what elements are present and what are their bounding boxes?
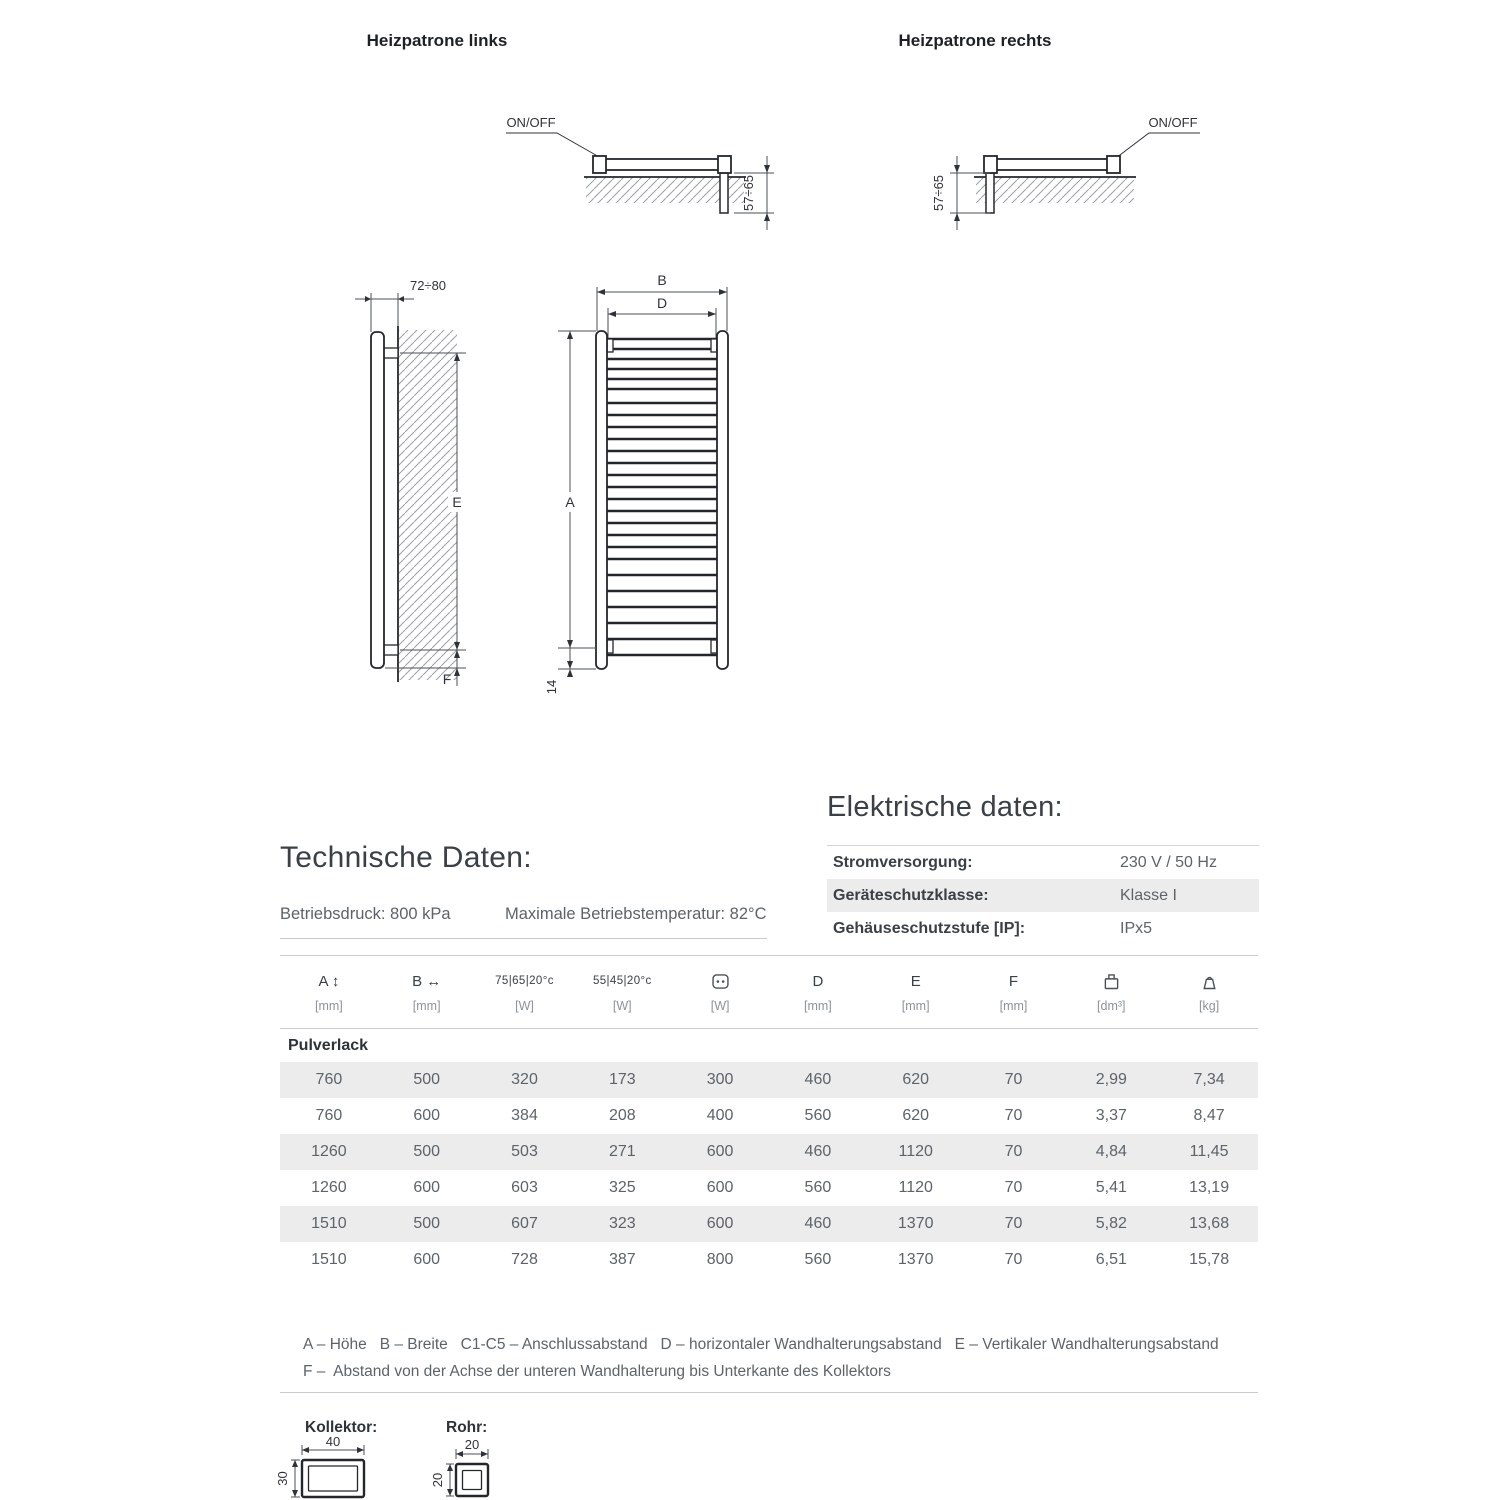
cell: 384 xyxy=(511,1107,538,1124)
vertical-bracket-dimension: E xyxy=(452,494,462,510)
water-volume-icon xyxy=(1101,970,1122,992)
cell: 500 xyxy=(413,1071,441,1088)
col-header-weight: [kg] xyxy=(1160,956,1258,1028)
cell: 560 xyxy=(804,1251,832,1268)
cell: 728 xyxy=(511,1251,538,1268)
cell: 800 xyxy=(706,1251,734,1268)
rohr-height-dimension: 20 xyxy=(430,1472,445,1488)
cell: 600 xyxy=(413,1251,441,1268)
electrical-label: Gehäuseschutzstufe [IP]: xyxy=(833,919,1026,937)
cell: 600 xyxy=(413,1107,441,1124)
col-header-bottom-offset: F [mm] xyxy=(999,972,1028,1013)
cell: 3,37 xyxy=(1095,1107,1127,1124)
cell: 70 xyxy=(1004,1251,1023,1268)
electrical-row xyxy=(827,879,1259,912)
col-header-height: A ↕ [mm] xyxy=(315,972,343,1013)
diagram-front-view xyxy=(544,272,728,694)
table-row xyxy=(280,1242,1258,1278)
cell: 70 xyxy=(1004,1179,1023,1196)
cell: 387 xyxy=(608,1251,636,1268)
cell: 2,99 xyxy=(1095,1071,1127,1088)
cell: 500 xyxy=(413,1215,441,1232)
cell: 6,51 xyxy=(1095,1251,1127,1268)
cell: 620 xyxy=(902,1071,930,1088)
divider xyxy=(280,1392,1258,1393)
cell: 13,19 xyxy=(1189,1179,1230,1196)
kollektor-label: Kollektor: xyxy=(305,1419,378,1436)
diagram-side-view xyxy=(355,278,466,687)
cell: 560 xyxy=(804,1179,832,1196)
electrical-label: Stromversorgung: xyxy=(833,853,973,871)
diagram-heizpatrone-rechts xyxy=(898,31,1200,230)
col-header-width: B ↔ [mm] xyxy=(412,972,442,1013)
col-header-electric-power: [W] xyxy=(671,956,769,1028)
cell: 600 xyxy=(413,1179,441,1196)
cell: 320 xyxy=(511,1071,538,1088)
electrical-row xyxy=(827,846,1259,879)
electrical-data-title: Elektrische daten: xyxy=(827,791,1063,823)
cell: 300 xyxy=(706,1071,734,1088)
cell: 70 xyxy=(1004,1107,1023,1124)
table-row xyxy=(280,1062,1258,1098)
col-header-output-55-45-20: 55|45|20°c [W] xyxy=(592,975,652,1013)
rohr-width-dimension: 20 xyxy=(464,1437,480,1452)
table-body xyxy=(280,1062,1258,1278)
electrical-value: IPx5 xyxy=(1120,919,1153,937)
cell: 13,68 xyxy=(1189,1215,1230,1232)
cell: 560 xyxy=(804,1107,832,1124)
diagram-heizpatrone-links xyxy=(367,31,774,230)
legend-line-2: F – Abstand von der Achse der unteren Wandhalterung bis Unterkante des Kollektors xyxy=(303,1363,891,1380)
cell: 460 xyxy=(804,1215,832,1232)
cell: 1370 xyxy=(897,1251,934,1268)
rohr-label: Rohr: xyxy=(446,1419,488,1436)
cell: 500 xyxy=(413,1143,441,1160)
cell: 70 xyxy=(1004,1143,1023,1160)
table-row xyxy=(280,1206,1258,1242)
cell: 600 xyxy=(706,1215,734,1232)
cell: 208 xyxy=(608,1107,636,1124)
cell: 8,47 xyxy=(1193,1107,1225,1124)
col-header-bracket-vertical: E [mm] xyxy=(901,972,930,1013)
cell: 325 xyxy=(608,1179,636,1196)
cell: 603 xyxy=(511,1179,538,1196)
table-row xyxy=(280,1134,1258,1170)
cell: 1120 xyxy=(898,1179,933,1196)
kollektor-height-dimension: 30 xyxy=(275,1471,290,1486)
cell: 607 xyxy=(511,1215,538,1232)
electrical-label: Geräteschutzklasse: xyxy=(833,886,989,904)
wall-distance-dimension: 72÷80 xyxy=(409,278,447,293)
col-header-water-volume: [dm³] xyxy=(1062,956,1160,1028)
col-header-bracket-horizontal: D [mm] xyxy=(804,972,832,1013)
horizontal-bracket-dimension: D xyxy=(656,295,668,311)
cell: 760 xyxy=(315,1071,343,1088)
electrical-value: 230 V / 50 Hz xyxy=(1120,853,1217,871)
electrical-row xyxy=(827,912,1259,945)
on-off-label-right: ON/OFF xyxy=(1148,115,1198,130)
cell: 15,78 xyxy=(1189,1251,1230,1268)
cell: 600 xyxy=(706,1179,734,1196)
depth-dimension-left: 57÷65 xyxy=(741,174,756,212)
table-row xyxy=(280,1098,1258,1134)
table-row xyxy=(280,1170,1258,1206)
diagram-title-left: Heizpatrone links xyxy=(366,31,508,50)
max-operating-temperature: Maximale Betriebstemperatur: 82°C xyxy=(505,905,767,923)
cell: 460 xyxy=(804,1143,832,1160)
cell: 70 xyxy=(1004,1215,1023,1232)
depth-dimension-right: 57÷65 xyxy=(931,174,946,212)
cell: 600 xyxy=(706,1143,734,1160)
cell: 5,41 xyxy=(1095,1179,1127,1196)
cell: 460 xyxy=(804,1071,832,1088)
cell: 7,34 xyxy=(1193,1071,1225,1088)
on-off-label-left: ON/OFF xyxy=(506,115,556,130)
cell: 1260 xyxy=(311,1143,347,1160)
diagram-title-right: Heizpatrone rechts xyxy=(898,31,1052,50)
cell: 760 xyxy=(315,1107,343,1124)
height-dimension: A xyxy=(565,494,575,510)
col-header-output-75-65-20: 75|65|20°c [W] xyxy=(495,975,554,1013)
cell: 1510 xyxy=(311,1251,347,1268)
rohr-cross-section xyxy=(430,1437,488,1496)
cell: 1510 xyxy=(311,1215,347,1232)
bottom-offset-dimension: F xyxy=(442,671,452,687)
cell: 1260 xyxy=(311,1179,347,1196)
weight-icon xyxy=(1199,970,1220,992)
cell: 503 xyxy=(511,1143,538,1160)
cell: 4,84 xyxy=(1095,1143,1127,1160)
cell: 11,45 xyxy=(1189,1143,1229,1160)
table-header xyxy=(280,956,1258,1029)
cell: 400 xyxy=(706,1107,734,1124)
cell: 70 xyxy=(1004,1071,1023,1088)
technical-data-title: Technische Daten: xyxy=(280,841,532,874)
divider xyxy=(280,938,767,939)
operating-pressure: Betriebsdruck: 800 kPa xyxy=(280,905,451,923)
cell: 1370 xyxy=(897,1215,934,1232)
legend-line-1: A – Höhe B – Breite C1-C5 – Anschlussabstand D – horizontaler Wandhalterungsabstand E – Vertikaler Wandhalterungsabstand xyxy=(303,1336,1219,1353)
cell: 620 xyxy=(902,1107,930,1124)
cell: 173 xyxy=(608,1071,636,1088)
group-label-pulverlack: Pulverlack xyxy=(288,1036,369,1054)
cell: 271 xyxy=(608,1143,636,1160)
cell: 323 xyxy=(608,1215,636,1232)
cell: 5,82 xyxy=(1095,1215,1127,1232)
dimensions-table xyxy=(280,955,1258,1278)
bottom-collector-dimension: 14 xyxy=(544,679,559,695)
electrical-value: Klasse I xyxy=(1120,886,1177,904)
power-socket-icon xyxy=(710,970,731,992)
kollektor-cross-section xyxy=(275,1436,364,1497)
electrical-data-table xyxy=(827,845,1259,945)
cross-section-drawings xyxy=(260,1436,560,1500)
width-dimension: B xyxy=(657,272,667,288)
kollektor-width-dimension: 40 xyxy=(325,1436,341,1449)
cell: 1120 xyxy=(898,1143,933,1160)
